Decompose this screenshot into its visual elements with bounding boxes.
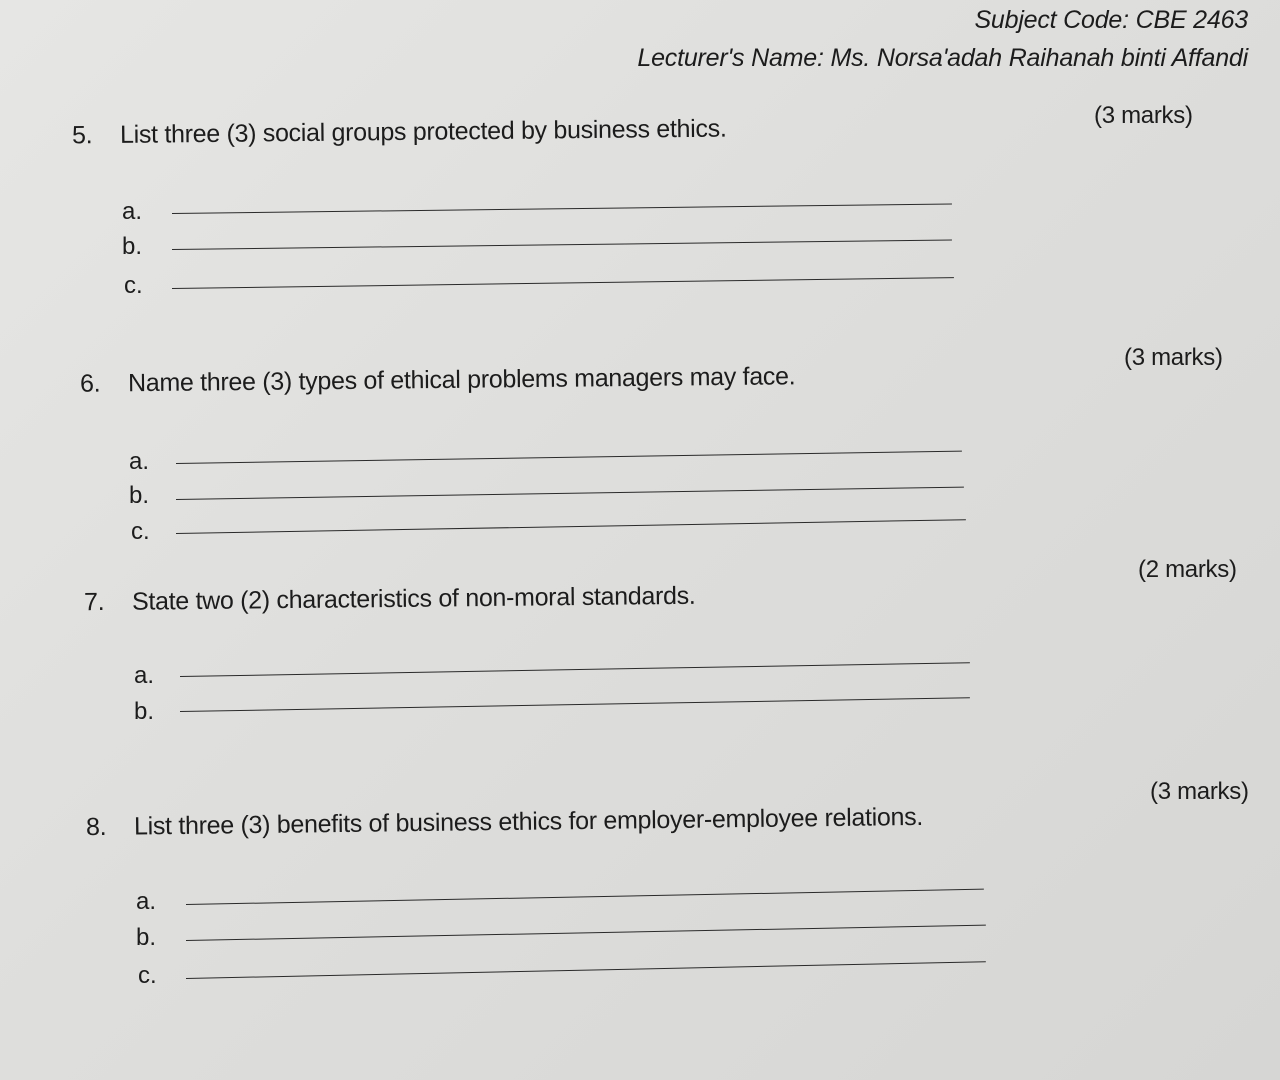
question-5-option-b: b. xyxy=(122,233,143,260)
question-6-option-c: c. xyxy=(131,518,150,545)
question-8-marks: (3 marks) xyxy=(1150,778,1249,805)
question-8-option-b: b. xyxy=(136,924,157,951)
answer-line[interactable] xyxy=(172,239,952,250)
answer-line[interactable] xyxy=(186,889,984,905)
question-number: 6. xyxy=(79,369,101,398)
question-7-marks: (2 marks) xyxy=(1138,556,1237,583)
question-text: List three (3) benefits of business ethics for employer-employee relations. xyxy=(133,802,924,841)
answer-line[interactable] xyxy=(176,451,962,464)
question-5 xyxy=(72,115,727,151)
question-text: List three (3) social groups protected by business ethics. xyxy=(119,114,727,149)
answer-line[interactable] xyxy=(186,925,986,941)
question-7-option-a: a. xyxy=(134,662,155,689)
question-text: State two (2) characteristics of non-moral standards. xyxy=(131,581,696,616)
subject-code: Subject Code: CBE 2463 xyxy=(974,6,1248,34)
question-5-option-c: c. xyxy=(124,272,143,299)
question-number: 7. xyxy=(83,587,105,617)
question-5-option-a: a. xyxy=(122,198,143,225)
question-7-option-b: b. xyxy=(134,698,155,725)
question-6-option-b: b. xyxy=(129,482,150,509)
answer-line[interactable] xyxy=(180,697,970,712)
question-number: 5. xyxy=(71,121,93,150)
question-6 xyxy=(80,362,796,398)
question-7 xyxy=(84,582,696,617)
answer-line[interactable] xyxy=(186,961,986,979)
answer-line[interactable] xyxy=(172,203,952,214)
question-6-option-a: a. xyxy=(129,448,150,475)
question-8 xyxy=(86,803,923,842)
answer-line[interactable] xyxy=(180,662,970,677)
answer-line[interactable] xyxy=(176,487,964,500)
question-5-marks: (3 marks) xyxy=(1094,102,1193,129)
question-6-marks: (3 marks) xyxy=(1124,344,1223,371)
question-8-option-a: a. xyxy=(136,888,157,915)
answer-line[interactable] xyxy=(176,519,966,534)
lecturer-name: Lecturer's Name: Ms. Norsa'adah Raihanah binti Affandi xyxy=(637,44,1248,72)
question-number: 8. xyxy=(85,812,107,842)
answer-line[interactable] xyxy=(172,277,954,289)
question-8-option-c: c. xyxy=(138,962,157,989)
question-text: Name three (3) types of ethical problems managers may face. xyxy=(127,362,796,398)
